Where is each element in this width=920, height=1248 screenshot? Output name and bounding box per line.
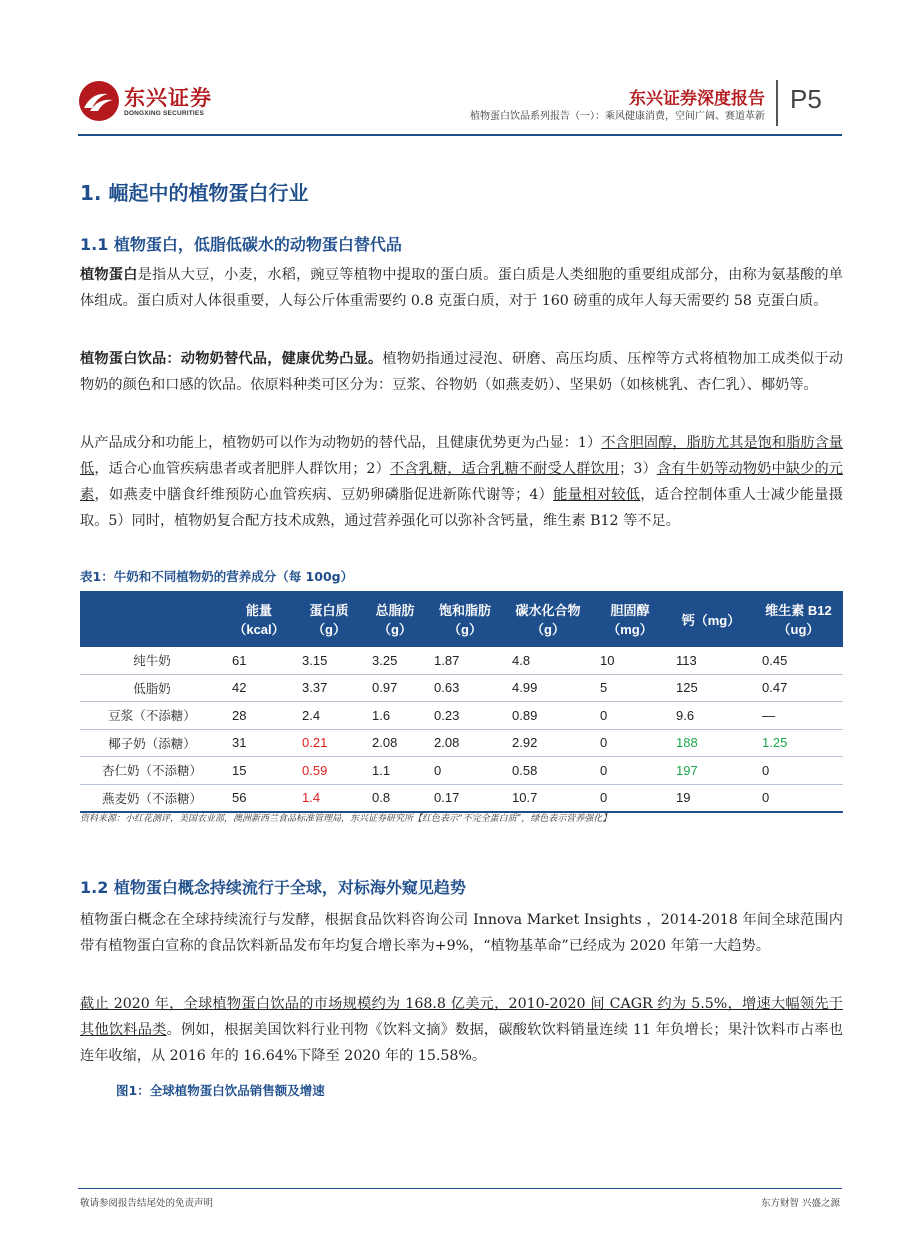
table-header-cell xyxy=(504,591,592,647)
header-line-1: 维生素 B12 xyxy=(765,603,832,618)
table-cell: 3.15 xyxy=(294,647,364,674)
company-logo xyxy=(78,78,238,124)
table-cell: 0.58 xyxy=(504,757,592,785)
paragraph-health-advantages xyxy=(80,430,843,534)
paragraph-text: 是指从大豆，小麦，水稻，豌豆等植物中提取的蛋白质。蛋白质是人类细胞的重要组成部分，由称为氨基酸的单体组成。蛋白质对人体很重要，人每公斤体重需要约 0.8 克蛋白质，对于 160 磅重的成年人每天需要约 58 克蛋白质。 xyxy=(80,267,843,309)
table-cell: 2.92 xyxy=(504,729,592,757)
table-row xyxy=(80,757,843,785)
table-row xyxy=(80,674,843,702)
paragraph-plant-drinks xyxy=(80,346,843,398)
table-cell: 10 xyxy=(592,647,668,674)
table-cell: 15 xyxy=(224,757,294,785)
header-line-1: 碳水化合物 xyxy=(515,603,581,618)
section-1-title: 1. 崛起中的植物蛋白行业 xyxy=(80,181,309,205)
table-cell: 42 xyxy=(224,674,294,702)
logo-mark-icon xyxy=(78,80,120,122)
paragraph-bold-lead: 植物蛋白 xyxy=(80,267,138,283)
table-cell: 0.89 xyxy=(504,702,592,730)
row-label: 杏仁奶（不添糖） xyxy=(80,757,224,785)
table-header-row xyxy=(80,591,843,647)
table-cell: 0.23 xyxy=(426,702,504,730)
table-cell: 56 xyxy=(224,784,294,812)
table-cell-fortified: 188 xyxy=(668,729,754,757)
table-cell: 2.08 xyxy=(364,729,426,757)
header-line-1: 钙（mg） xyxy=(681,612,741,628)
table-cell: 0 xyxy=(592,757,668,785)
row-label: 豆浆（不添糖） xyxy=(80,702,224,730)
table-cell: 9.6 xyxy=(668,702,754,730)
table-cell: 10.7 xyxy=(504,784,592,812)
table-cell-incomplete-protein: 0.21 xyxy=(294,729,364,757)
footer-disclaimer: 敬请参阅报告结尾处的免责声明 xyxy=(80,1198,214,1209)
table-cell: 28 xyxy=(224,702,294,730)
footer-slogan: 东方财智 兴盛之源 xyxy=(760,1198,840,1209)
table-cell: 0 xyxy=(754,757,843,785)
header-line-1: 饱和脂肪 xyxy=(438,603,491,618)
table-cell: 0 xyxy=(426,757,504,785)
paragraph-text: 。例如，根据美国饮料行业刊物《饮料文摘》数据，碳酸软饮料销量连续 11 年负增长；果汁饮料市占率也连年收缩，从 2016 年的 16.64%下降至 2020 年的 15.58%。 xyxy=(80,1022,843,1064)
table-cell: 0.63 xyxy=(426,674,504,702)
paragraph-global-trend: 植物蛋白概念在全球持续流行与发酵，根据食品饮料咨询公司 Innova Market Insights ，2014-2018 年间全球范围内带有植物蛋白宣称的食品饮料新品发布年均复合增长率为+9%，“植物基革命”已经成为 2020 年第一大趋势。 xyxy=(80,912,843,954)
table-cell: 3.25 xyxy=(364,647,426,674)
table-caption: 表1：牛奶和不同植物奶的营养成分（每 100g） xyxy=(80,569,354,584)
row-label: 燕麦奶（不添糖） xyxy=(80,784,224,812)
table-cell-fortified: 197 xyxy=(668,757,754,785)
table-cell: 0 xyxy=(754,784,843,812)
table-cell: 4.99 xyxy=(504,674,592,702)
table-header-cell xyxy=(294,591,364,647)
table-cell-fortified: 1.25 xyxy=(754,729,843,757)
table-cell: 1.87 xyxy=(426,647,504,674)
table-row xyxy=(80,784,843,812)
table-header-cell xyxy=(426,591,504,647)
header-line-2: （kcal） xyxy=(233,622,285,637)
header-line-2: （ug） xyxy=(777,622,820,637)
report-title: 东兴证券深度报告 xyxy=(629,89,765,109)
table-header-cell xyxy=(364,591,426,647)
paragraph-text: ，适合控制体重人士减少能量摄取。5）同时，植物奶复合配方技术成熟，通过营养强化可以弥补含钙量，维生素 B12 等不足。 xyxy=(80,487,843,529)
table-row xyxy=(80,647,843,674)
table-cell: 125 xyxy=(668,674,754,702)
table-header-cell xyxy=(592,591,668,647)
section-1-2-title: 1.2 植物蛋白概念持续流行于全球，对标海外窥见趋势 xyxy=(80,878,466,897)
table-cell: — xyxy=(754,702,843,730)
table-header-cell xyxy=(224,591,294,647)
header-line-1: 胆固醇 xyxy=(610,603,650,618)
underlined-point-3: 含有牛奶等动物奶中缺少的元素 xyxy=(80,461,843,503)
table-cell: 0.17 xyxy=(426,784,504,812)
table-cell: 1.1 xyxy=(364,757,426,785)
logo-text-cn: 东兴证券 xyxy=(124,86,212,110)
table-row xyxy=(80,729,843,757)
table-header-cell xyxy=(668,591,754,647)
table-cell: 5 xyxy=(592,674,668,702)
table-header-blank xyxy=(80,591,224,647)
table-cell: 0 xyxy=(592,702,668,730)
paragraph-text: ，适合心血管疾病患者或者肥胖人群饮用；2） xyxy=(94,461,390,477)
table-row xyxy=(80,702,843,730)
table-cell: 0.47 xyxy=(754,674,843,702)
figure-caption: 图1：全球植物蛋白饮品销售额及增速 xyxy=(116,1083,325,1098)
table-cell: 2.4 xyxy=(294,702,364,730)
header-line-2: （g） xyxy=(531,622,565,637)
footer-rule xyxy=(78,1188,842,1189)
paragraph-text: 从产品成分和功能上，植物奶可以作为动物奶的替代品，且健康优势更为凸显：1） xyxy=(80,435,602,451)
paragraph-text: ；3） xyxy=(619,461,657,477)
page-number: P5 xyxy=(790,84,822,114)
header-line-1: 能量 xyxy=(245,603,272,618)
underlined-point-1: 不含胆固醇，脂肪尤其是饱和脂肪含量低 xyxy=(80,435,843,477)
table-cell-incomplete-protein: 0.59 xyxy=(294,757,364,785)
paragraph-text: 植物奶指通过浸泡、研磨、高压均质、压榨等方式将植物加工成类似于动物奶的颜色和口感的饮品。依原料种类可区分为：豆浆、谷物奶（如燕麦奶）、坚果奶（如核桃乳、杏仁乳）、椰奶等。 xyxy=(80,351,843,393)
table-cell: 19 xyxy=(668,784,754,812)
table-cell: 61 xyxy=(224,647,294,674)
table-cell: 4.8 xyxy=(504,647,592,674)
underlined-point-2: 不含乳糖，适合乳糖不耐受人群饮用 xyxy=(389,461,620,477)
row-label: 纯牛奶 xyxy=(80,647,224,674)
header-line-2: （g） xyxy=(312,622,346,637)
table-cell: 31 xyxy=(224,729,294,757)
paragraph-text: ，如燕麦中膳食纤维预防心血管疾病、豆奶卵磷脂促进新陈代谢等；4） xyxy=(94,487,554,503)
paragraph-market-size xyxy=(80,991,843,1069)
header-line-2: （g） xyxy=(378,622,412,637)
table-cell: 2.08 xyxy=(426,729,504,757)
table-cell: 0.8 xyxy=(364,784,426,812)
paragraph-plant-protein xyxy=(80,262,843,314)
header-line-1: 总脂肪 xyxy=(375,603,415,618)
underlined-market-size: 截止 2020 年，全球植物蛋白饮品的市场规模约为 168.8 亿美元，2010-2020 间 CAGR 约为 5.5%，增速大幅领先于其他饮料品类 xyxy=(80,996,843,1038)
nutrition-table xyxy=(80,591,843,813)
logo-text-en: DONGXING SECURITIES xyxy=(124,110,205,117)
table-cell: 113 xyxy=(668,647,754,674)
table-cell: 0.45 xyxy=(754,647,843,674)
paragraph-bold-lead: 植物蛋白饮品：动物奶替代品，健康优势凸显。 xyxy=(80,351,383,367)
underlined-point-4: 能量相对较低 xyxy=(553,487,641,503)
table-cell: 0.97 xyxy=(364,674,426,702)
table-cell: 1.6 xyxy=(364,702,426,730)
header-line-2: （mg） xyxy=(607,622,653,637)
table-cell: 0 xyxy=(592,729,668,757)
table-cell: 3.37 xyxy=(294,674,364,702)
table-cell: 0 xyxy=(592,784,668,812)
header-rule xyxy=(78,134,842,136)
report-subtitle: 植物蛋白饮品系列报告（一）：乘风健康消费，空间广阔、赛道革新 xyxy=(470,111,765,122)
table-source-note: 资料来源：小红花测评，美国农业部，澳洲新西兰食品标准管理局，东兴证券研究所【红色表示“不完全蛋白质”，绿色表示营养强化】 xyxy=(80,814,612,824)
header-divider xyxy=(776,80,778,126)
table-cell-incomplete-protein: 1.4 xyxy=(294,784,364,812)
row-label: 低脂奶 xyxy=(80,674,224,702)
section-1-1-title: 1.1 植物蛋白，低脂低碳水的动物蛋白替代品 xyxy=(80,235,402,254)
row-label: 椰子奶（添糖） xyxy=(80,729,224,757)
header-line-2: （g） xyxy=(448,622,482,637)
table-header-cell xyxy=(754,591,843,647)
header-line-1: 蛋白质 xyxy=(309,603,349,618)
